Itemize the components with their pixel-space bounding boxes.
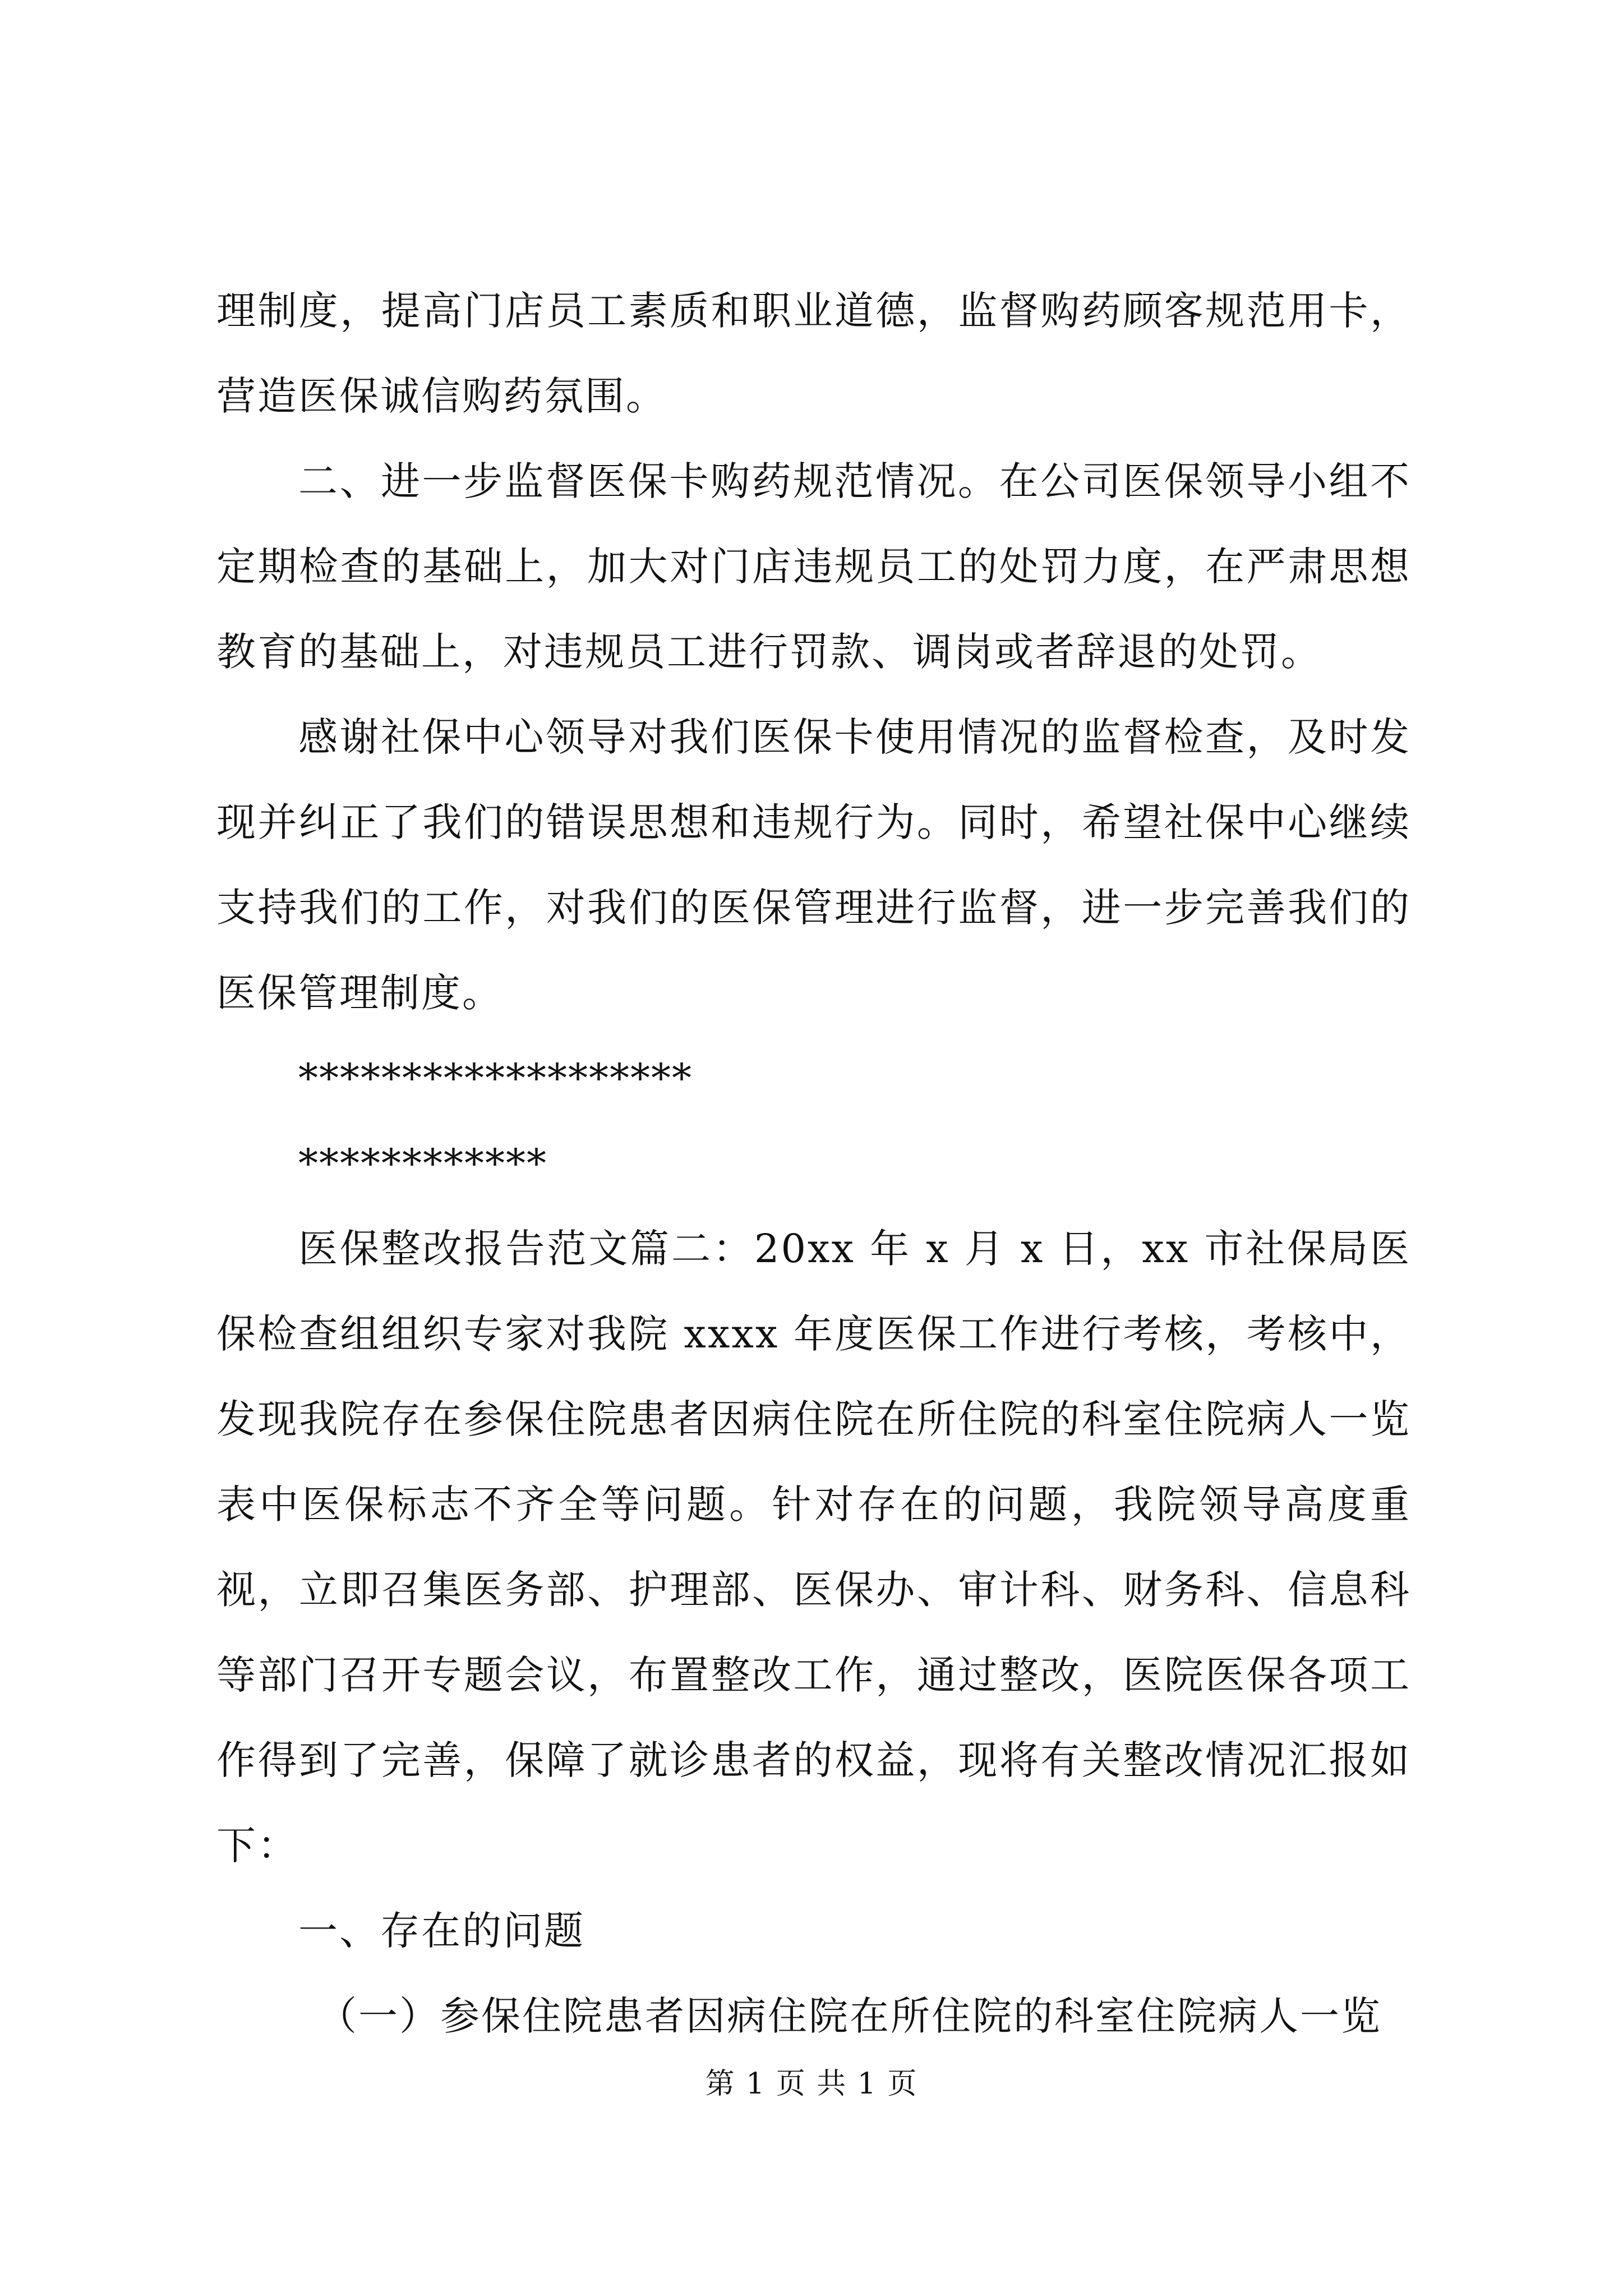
paragraph-report-two-intro: 医保整改报告范文篇二：20xx 年 x 月 x 日，xx 市社保局医保检查组组织专家对我院 xxxx 年度医保工作进行考核，考核中，发现我院存在参保住院患者因病住院在所住院的科室住院病人一览表中医保标志不齐全等问题。针对存在的问题，我院领导高度重视，立即召集医务部、护理部、医保办、审计科、财务科、信息科等部门召开专题会议，布置整改工作，通过整改，医院医保各项工作得到了完善，保障了就诊患者的权益，现将有关整改情况汇报如下： [216, 1226, 1411, 1869]
paragraph-section-two: 二、进一步监督医保卡购药规范情况。在公司医保领导小组不定期检查的基础上，加大对门店违规员工的处罚力度，在严肃思想教育的基础上，对违规员工进行罚款、调岗或者辞退的处罚。 [216, 458, 1411, 675]
document-body [216, 268, 1411, 2059]
separator-stars-long: ******************* [298, 1055, 693, 1101]
page-footer: 第 1 页 共 1 页 [705, 2067, 918, 2101]
paragraph-problem-one: （一）参保住院患者因病住院在所住院的科室住院病人一览 [317, 1993, 1382, 2039]
paragraph-continuation: 理制度，提高门店员工素质和职业道德，监督购药顾客规范用卡，营造医保诚信购药氛围。 [216, 288, 1411, 419]
paragraph-thanks: 感谢社保中心领导对我们医保卡使用情况的监督检查，及时发现并纠正了我们的错误思想和违规行为。同时，希望社保中心继续支持我们的工作，对我们的医保管理进行监督，进一步完善我们的医保管理制度。 [216, 714, 1411, 1016]
separator-stars-short: ************ [298, 1140, 547, 1186]
heading-existing-problems: 一、存在的问题 [298, 1908, 585, 1954]
